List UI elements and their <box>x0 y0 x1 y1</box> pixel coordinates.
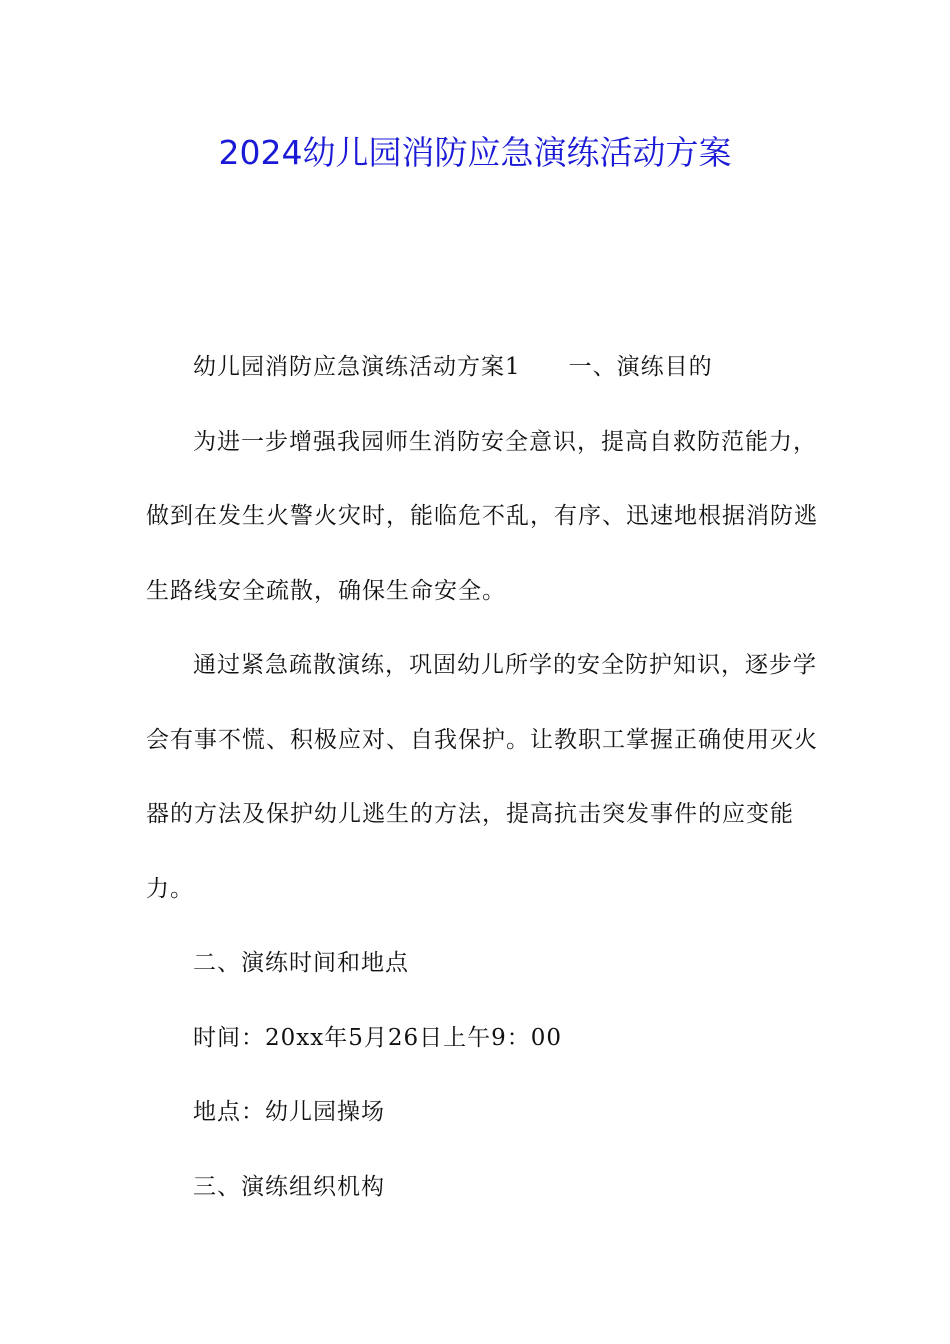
section-heading-1: 一、演练目的 <box>568 354 713 380</box>
document-title: 2024幼儿园消防应急演练活动方案 <box>218 133 732 172</box>
place-line: 地点：幼儿园操场 <box>193 1099 385 1125</box>
time-line: 时间：20xx年5月26日上午9：00 <box>193 1024 563 1051</box>
paragraph-2: 通过紧急疏散演练，巩固幼儿所学的安全防护知识，逐步学会有事不慌、积极应对、自我保护。让教职工掌握正确使用灭火器的方法及保护幼儿逃生的方法，提高抗击突发事件的应变能力。 <box>146 652 818 902</box>
section-heading-2: 二、演练时间和地点 <box>193 950 409 976</box>
paragraph-1: 为进一步增强我园师生消防安全意识，提高自救防范能力，做到在发生火警火灾时，能临危不乱，有序、迅速地根据消防逃生路线安全疏散，确保生命安全。 <box>146 428 818 604</box>
document-body <box>146 330 826 1224</box>
subtitle-line <box>146 330 826 405</box>
subtitle: 幼儿园消防应急演练活动方案1 <box>193 354 521 380</box>
section-heading-3: 三、演练组织机构 <box>193 1173 385 1200</box>
